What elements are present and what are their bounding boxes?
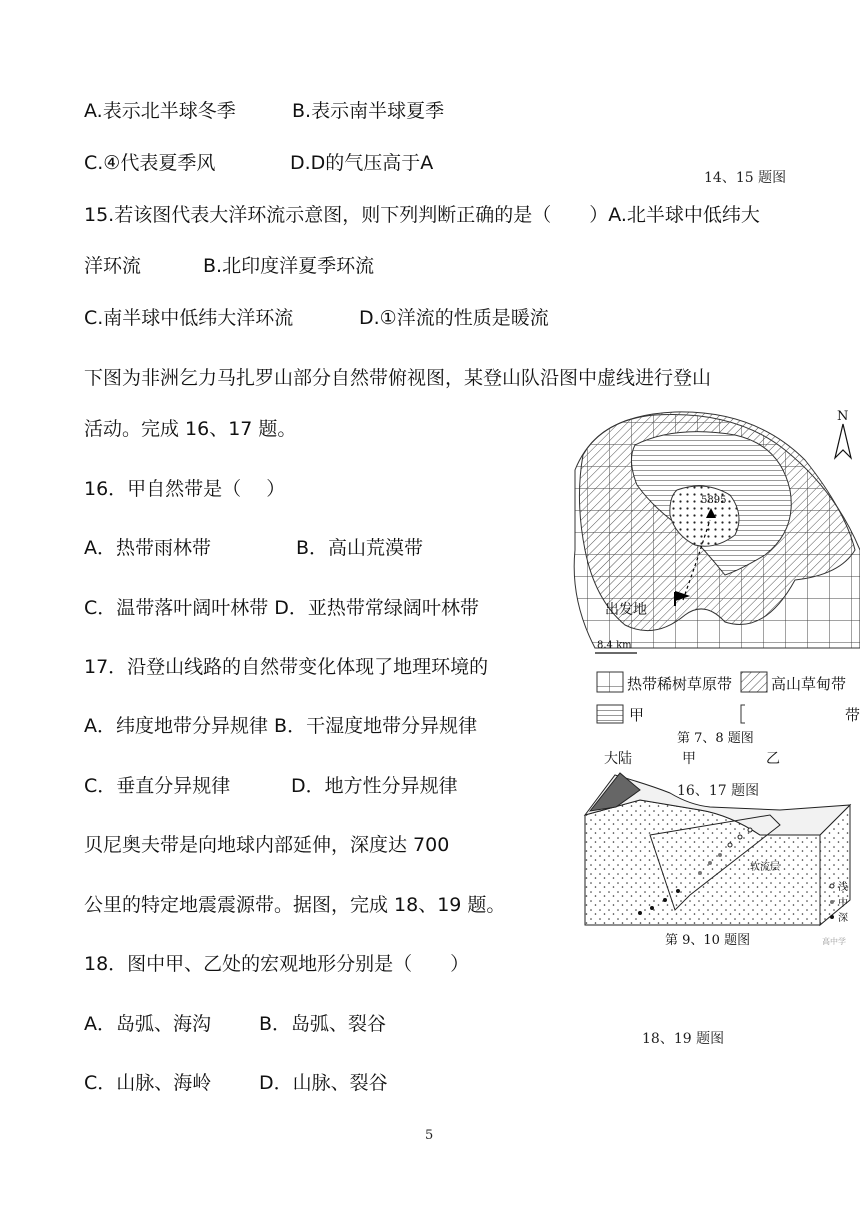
- q16-option-b: B．高山荒漠带: [296, 537, 424, 559]
- q14-option-b: B.表示南半球夏季: [292, 100, 445, 122]
- q14-option-a: A.表示北半球冬季: [84, 100, 236, 122]
- legend-savanna-swatch: [597, 672, 623, 692]
- q14-option-c: C.④代表夏季风: [84, 152, 216, 174]
- q15-option-a-cont: 洋环流: [84, 255, 142, 277]
- legend-deep: 深: [838, 913, 848, 924]
- q16-stem: 16．甲自然带是（ ）: [84, 478, 286, 500]
- q16-option-a: A．热带雨林带: [84, 537, 211, 559]
- legend-jia-swatch: [597, 705, 623, 723]
- page-number: 5: [425, 1128, 434, 1143]
- legend-partial: 带: [845, 706, 860, 724]
- peak-elevation: 5895: [701, 495, 727, 506]
- q17-option-ab: A．纬度地带分异规律 B．干湿度地带分异规律: [84, 715, 478, 737]
- figure-caption-14-15: 14、15 题图: [704, 170, 787, 186]
- q17-option-c: C．垂直分异规律: [84, 775, 231, 797]
- intro-16-17-line2: 活动。完成 16、17 题。: [84, 418, 297, 440]
- q18-option-c: C．山脉、海岭: [84, 1072, 212, 1094]
- q16-option-cd: C．温带落叶阔叶林带 D．亚热带常绿阔叶林带: [84, 597, 479, 619]
- q15-option-c: C.南半球中低纬大洋环流: [84, 307, 294, 329]
- figure-caption-16-17: 16、17 题图: [677, 783, 760, 799]
- q14-option-d: D.D的气压高于A: [290, 152, 434, 174]
- watermark: 高中学: [822, 937, 846, 946]
- legend-jia: 甲: [629, 706, 645, 724]
- north-label: N: [837, 409, 849, 424]
- legend-middle: 中: [838, 898, 848, 909]
- figure-caption-partial: 第 7、8 题图: [677, 731, 754, 745]
- benioff-zone-diagram: [580, 745, 860, 955]
- intro-18-19-line1: 贝尼奥夫带是向地球内部延伸，深度达 700: [84, 834, 450, 856]
- q17-option-d: D．地方性分异规律: [291, 775, 458, 797]
- intro-18-19-line2: 公里的特定地震震源带。据图，完成 18、19 题。: [84, 894, 506, 916]
- intro-16-17-line1: 下图为非洲乞力马扎罗山部分自然带俯视图，某登山队沿图中虚线进行登山: [84, 367, 712, 389]
- label-jia: 甲: [682, 751, 696, 767]
- q17-stem: 17．沿登山线路的自然带变化体现了地理环境的: [84, 656, 489, 678]
- q18-option-b: B．岛弧、裂谷: [259, 1013, 387, 1035]
- kilimanjaro-zone-map: [565, 400, 860, 745]
- legend-bracket: [741, 705, 745, 723]
- q18-stem: 18．图中甲、乙处的宏观地形分别是（ ）: [84, 953, 470, 975]
- north-arrow-icon: [835, 424, 851, 458]
- label-yi: 乙: [766, 751, 780, 767]
- legend-meadow-swatch: [741, 672, 767, 692]
- start-label: 出发地: [605, 602, 647, 618]
- label-continent: 大陆: [604, 751, 632, 767]
- q15-option-d: D.①洋流的性质是暖流: [359, 307, 549, 329]
- figure-caption-18-19: 18、19 题图: [642, 1031, 725, 1047]
- q15-stem: 15.若该图代表大洋环流示意图，则下列判断正确的是（ ）A.北半球中低纬大: [84, 204, 760, 226]
- scale-label: 8.4 km: [597, 640, 632, 651]
- diagram-inner-caption: 第 9、10 题图: [665, 933, 751, 948]
- q18-option-d: D．山脉、裂谷: [259, 1072, 388, 1094]
- legend-shallow: 浅: [838, 882, 848, 893]
- legend-savanna: 热带稀树草原带: [627, 675, 733, 693]
- q15-option-b: B.北印度洋夏季环流: [203, 255, 375, 277]
- label-asthenosphere: 软流层: [750, 862, 780, 873]
- q18-option-a: A．岛弧、海沟: [84, 1013, 211, 1035]
- legend-meadow: 高山草甸带: [771, 675, 847, 693]
